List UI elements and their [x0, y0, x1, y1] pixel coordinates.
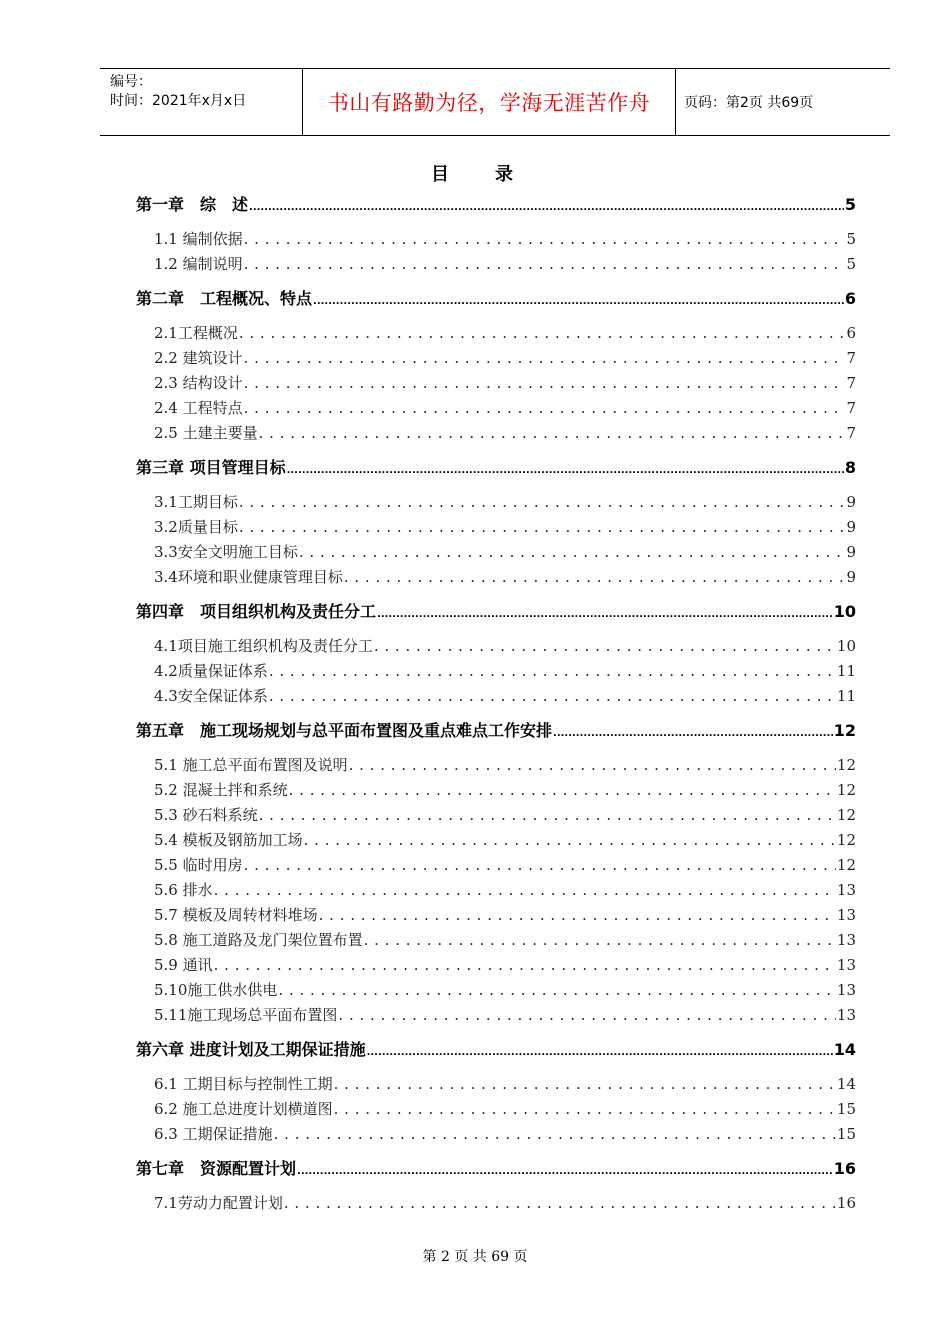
toc-entry-label: 5.3 砂石料系统	[154, 806, 258, 824]
header-motto: 书山有路勤为径，学海无涯苦作舟	[302, 69, 676, 135]
toc-entry-page: 12	[836, 756, 856, 774]
toc-entry-page: 16	[836, 1194, 856, 1212]
header-meta	[100, 69, 302, 135]
toc-entry-label: 4.1项目施工组织机构及责任分工	[154, 637, 373, 655]
toc-leader-dots	[374, 634, 836, 659]
toc-entry-page: 12	[836, 806, 856, 824]
toc-entry-page: 13	[836, 906, 856, 924]
toc-entry-label: 7.1劳动力配置计划	[154, 1194, 283, 1212]
toc-leader-dots	[274, 1122, 836, 1147]
toc-section-entry[interactable]	[136, 634, 856, 659]
toc-leader-dots	[239, 490, 846, 515]
time-label: 时间：2021年x月x日	[110, 93, 247, 109]
toc-leader-dots	[367, 1038, 833, 1065]
toc-entry-label: 1.1 编制依据	[154, 230, 243, 248]
toc-leader-dots	[364, 928, 836, 953]
toc-entry-page: 11	[836, 687, 856, 705]
toc-entry-page: 5	[846, 230, 856, 248]
toc-leader-dots	[299, 540, 846, 565]
toc-leader-dots	[244, 371, 846, 396]
toc-entry-page: 13	[836, 931, 856, 949]
toc-leader-dots	[259, 803, 836, 828]
toc-leader-dots	[278, 978, 836, 1003]
toc-section-entry[interactable]	[136, 515, 856, 540]
toc-section-entry[interactable]	[136, 778, 856, 803]
header-page-info: 页码：第2页 共69页	[684, 95, 814, 111]
toc-entry-label: 4.2质量保证体系	[154, 662, 268, 680]
toc-section-entry[interactable]	[136, 1097, 856, 1122]
toc-entry-label: 5.1 施工总平面布置图及说明	[154, 756, 348, 774]
toc-section-entry[interactable]	[136, 396, 856, 421]
toc-chapter-entry[interactable]	[136, 287, 856, 311]
toc-entry-page: 13	[836, 881, 856, 899]
toc-entry-page: 9	[846, 568, 856, 586]
toc-entry-page: 15	[836, 1125, 856, 1143]
toc-section-entry[interactable]	[136, 753, 856, 778]
toc-entry-page: 9	[846, 543, 856, 561]
toc-section-entry[interactable]	[136, 684, 856, 709]
toc-leader-dots	[284, 1191, 836, 1216]
table-of-contents	[136, 193, 856, 1216]
toc-leader-dots	[244, 252, 846, 277]
toc-leader-dots	[244, 346, 846, 371]
toc-leader-dots	[334, 1072, 836, 1097]
toc-entry-page: 7	[846, 424, 856, 442]
toc-entry-page: 16	[833, 1159, 856, 1178]
toc-entry-page: 15	[836, 1100, 856, 1118]
toc-entry-page: 7	[846, 374, 856, 392]
toc-section-entry[interactable]	[136, 659, 856, 684]
toc-entry-page: 13	[836, 1006, 856, 1024]
toc-entry-label: 第七章 资源配置计划	[136, 1159, 297, 1178]
toc-entry-page: 12	[836, 856, 856, 874]
toc-entry-page: 9	[846, 518, 856, 536]
toc-section-entry[interactable]	[136, 903, 856, 928]
toc-entry-page: 10	[833, 602, 856, 621]
toc-chapter-entry[interactable]	[136, 1157, 856, 1181]
toc-leader-dots	[244, 396, 846, 421]
toc-leader-dots	[287, 456, 844, 483]
toc-entry-label: 2.1工程概况	[154, 324, 238, 342]
toc-entry-label: 2.3 结构设计	[154, 374, 243, 392]
toc-entry-page: 14	[833, 1040, 856, 1059]
toc-leader-dots	[289, 778, 836, 803]
toc-entry-page: 8	[844, 458, 856, 477]
toc-leader-dots	[239, 515, 846, 540]
toc-section-entry[interactable]	[136, 978, 856, 1003]
toc-entry-label: 第五章 施工现场规划与总平面布置图及重点难点工作安排	[136, 721, 553, 740]
toc-leader-dots	[214, 953, 836, 978]
toc-entry-label: 6.3 工期保证措施	[154, 1125, 273, 1143]
toc-leader-dots	[553, 719, 833, 746]
toc-entry-label: 第二章 工程概况、特点	[136, 289, 313, 308]
toc-section-entry[interactable]	[136, 540, 856, 565]
toc-chapter-entry[interactable]	[136, 456, 856, 480]
toc-entry-label: 第三章 项目管理目标	[136, 458, 286, 477]
toc-entry-label: 3.4环境和职业健康管理目标	[154, 568, 343, 586]
toc-chapter-entry[interactable]	[136, 1038, 856, 1062]
toc-leader-dots	[214, 878, 836, 903]
toc-section-entry[interactable]	[136, 1003, 856, 1028]
toc-chapter-entry[interactable]	[136, 719, 856, 743]
toc-section-entry[interactable]	[136, 346, 856, 371]
toc-entry-label: 3.1工期目标	[154, 493, 238, 511]
toc-section-entry[interactable]	[136, 227, 856, 252]
toc-section-entry[interactable]	[136, 928, 856, 953]
toc-entry-page: 13	[836, 956, 856, 974]
toc-entry-label: 2.4 工程特点	[154, 399, 243, 417]
toc-leader-dots	[239, 321, 846, 346]
toc-entry-label: 4.3安全保证体系	[154, 687, 268, 705]
toc-entry-label: 5.10施工供水供电	[154, 981, 278, 999]
toc-leader-dots	[269, 684, 836, 709]
toc-entry-label: 5.5 临时用房	[154, 856, 243, 874]
toc-leader-dots	[338, 1003, 836, 1028]
toc-entry-label: 2.2 建筑设计	[154, 349, 243, 367]
toc-section-entry[interactable]	[136, 490, 856, 515]
toc-section-entry[interactable]	[136, 1122, 856, 1147]
toc-leader-dots	[244, 227, 846, 252]
toc-entry-label: 5.4 模板及钢筋加工场	[154, 831, 303, 849]
toc-entry-page: 7	[846, 399, 856, 417]
toc-entry-page: 5	[844, 195, 856, 214]
toc-entry-page: 6	[844, 289, 856, 308]
toc-entry-label: 6.1 工期目标与控制性工期	[154, 1075, 333, 1093]
toc-leader-dots	[244, 853, 836, 878]
toc-section-entry[interactable]	[136, 953, 856, 978]
toc-entry-page: 12	[836, 831, 856, 849]
toc-leader-dots	[377, 600, 833, 627]
toc-section-entry[interactable]	[136, 828, 856, 853]
toc-leader-dots	[304, 828, 836, 853]
toc-entry-label: 6.2 施工总进度计划横道图	[154, 1100, 333, 1118]
toc-title: 目录	[431, 164, 559, 185]
toc-chapter-entry[interactable]	[136, 193, 856, 217]
toc-entry-label: 5.2 混凝土拌和系统	[154, 781, 288, 799]
toc-section-entry[interactable]	[136, 803, 856, 828]
toc-entry-page: 7	[846, 349, 856, 367]
toc-entry-label: 5.11施工现场总平面布置图	[154, 1006, 338, 1024]
toc-entry-page: 12	[836, 781, 856, 799]
toc-entry-label: 3.2质量目标	[154, 518, 238, 536]
toc-section-entry[interactable]	[136, 878, 856, 903]
toc-entry-label: 第四章 项目组织机构及责任分工	[136, 602, 377, 621]
toc-entry-page: 9	[846, 493, 856, 511]
toc-leader-dots	[349, 753, 836, 778]
toc-leader-dots	[344, 565, 846, 590]
toc-leader-dots	[249, 193, 844, 220]
toc-entry-label: 5.7 模板及周转材料堆场	[154, 906, 318, 924]
toc-leader-dots	[334, 1097, 836, 1122]
toc-entry-page: 11	[836, 662, 856, 680]
toc-entry-page: 5	[846, 255, 856, 273]
toc-section-entry[interactable]	[136, 321, 856, 346]
toc-entry-label: 5.6 排水	[154, 881, 213, 899]
toc-entry-label: 3.3安全文明施工目标	[154, 543, 298, 561]
toc-leader-dots	[313, 287, 844, 314]
toc-entry-label: 第六章 进度计划及工期保证措施	[136, 1040, 366, 1059]
toc-entry-label: 第一章 综 述	[136, 195, 249, 214]
toc-entry-label: 5.8 施工道路及龙门架位置布置	[154, 931, 363, 949]
toc-section-entry[interactable]	[136, 853, 856, 878]
toc-entry-label: 5.9 通讯	[154, 956, 213, 974]
toc-section-entry[interactable]	[136, 371, 856, 396]
toc-entry-label: 1.2 编制说明	[154, 255, 243, 273]
page-header	[100, 68, 890, 136]
toc-entry-page: 10	[836, 637, 856, 655]
toc-entry-label: 2.5 土建主要量	[154, 424, 258, 442]
toc-section-entry[interactable]	[136, 565, 856, 590]
toc-section-entry[interactable]	[136, 1191, 856, 1216]
serial-label: 编号：	[110, 74, 152, 90]
toc-entry-page: 13	[836, 981, 856, 999]
toc-leader-dots	[259, 421, 846, 446]
toc-chapter-entry[interactable]	[136, 600, 856, 624]
toc-section-entry[interactable]	[136, 421, 856, 446]
page-footer: 第 2 页 共 69 页	[422, 1249, 528, 1265]
toc-entry-page: 12	[833, 721, 856, 740]
toc-entry-page: 14	[836, 1075, 856, 1093]
toc-leader-dots	[269, 659, 836, 684]
toc-leader-dots	[319, 903, 836, 928]
toc-section-entry[interactable]	[136, 1072, 856, 1097]
toc-section-entry[interactable]	[136, 252, 856, 277]
toc-leader-dots	[297, 1157, 833, 1184]
toc-entry-page: 6	[846, 324, 856, 342]
